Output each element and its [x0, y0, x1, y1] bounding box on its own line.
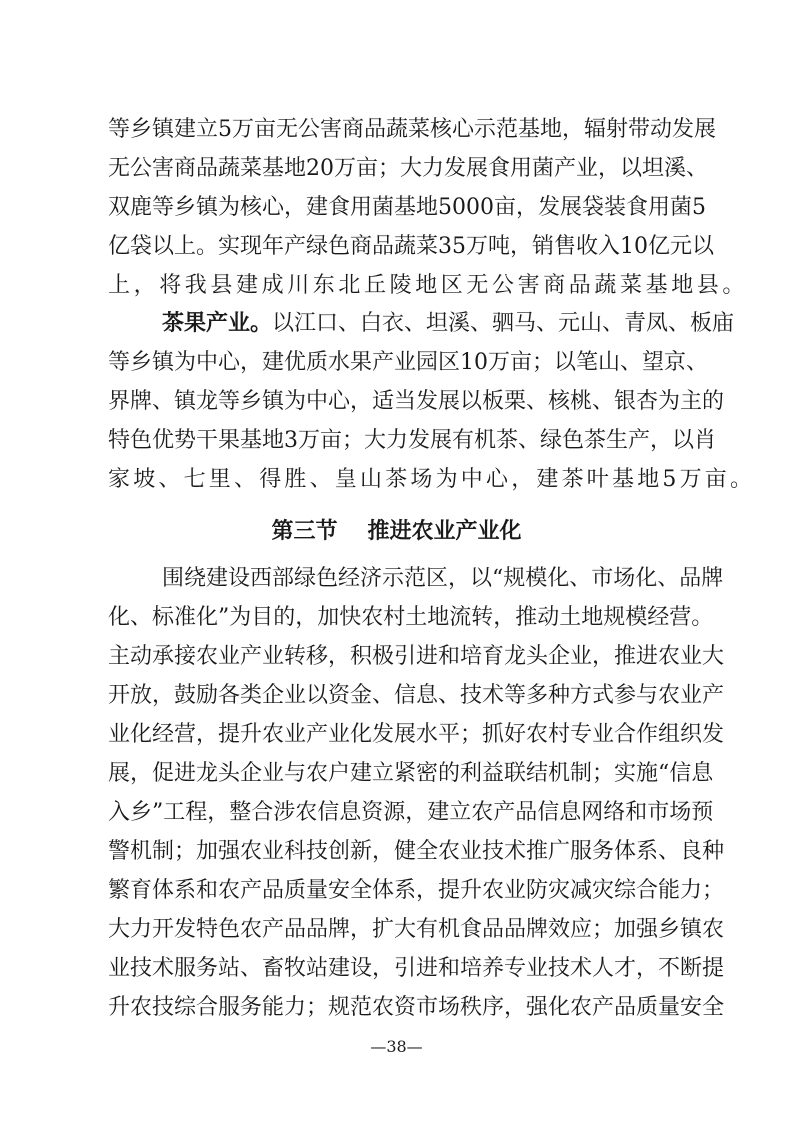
paragraph-line: 围绕建设西部绿色经济示范区，以“规模化、市场化、品牌 — [162, 566, 724, 591]
paragraph-line: 业化经营，提升农业产业化发展水平；抓好农村专业合作组织发 — [108, 722, 725, 747]
paragraph-line: 上，将我县建成川东北丘陵地区无公害商品蔬菜基地县。 — [108, 273, 749, 298]
paragraph-line: 亿袋以上。实现年产绿色商品蔬菜35万吨，销售收入10亿元以 — [108, 234, 714, 259]
paragraph-line: 升农技综合服务能力；规范农资市场秩序，强化农产品质量安全 — [108, 995, 725, 1020]
paragraph-line: 化、标准化”为目的，加快农村土地流转，推动土地规模经营。 — [108, 605, 714, 630]
paragraph-line: 界牌、镇龙等乡镇为中心，适当发展以板栗、核桃、银杏为主的 — [108, 389, 725, 414]
section-title: 推进农业产业化 — [367, 518, 522, 544]
paragraph-lead-heading: 茶果产业。 — [162, 310, 273, 336]
section-number: 第三节 — [271, 518, 338, 544]
paragraph-line: 家坡、七里、得胜、皇山茶场为中心，建茶叶基地5万亩。 — [108, 467, 756, 492]
paragraph-line: 等乡镇为中心，建优质水果产业园区10万亩；以笔山、望京、 — [108, 350, 708, 375]
paragraph-line: 大力开发特色农产品品牌，扩大有机食品品牌效应；加强乡镇农 — [108, 917, 725, 942]
paragraph-line: 特色优势干果基地3万亩；大力发展有机茶、绿色茶生产，以肖 — [108, 428, 716, 453]
paragraph-line: 繁育体系和农产品质量安全体系，提升农业防灾减灾综合能力； — [108, 878, 725, 903]
paragraph-first-line — [108, 304, 735, 343]
page-number: —38— — [370, 1037, 423, 1056]
paragraph-line: 开放，鼓励各类企业以资金、信息、技术等多种方式参与农业产 — [108, 683, 725, 708]
section-heading — [0, 512, 793, 551]
paragraph-line: 等乡镇建立5万亩无公害商品蔬菜核心示范基地，辐射带动发展 — [108, 117, 716, 142]
paragraph-line: 业技术服务站、畜牧站建设，引进和培养专业技术人才，不断提 — [108, 956, 725, 981]
paragraph-line: 展，促进龙头企业与农户建立紧密的利益联结机制；实施“信息 — [108, 761, 714, 786]
paragraph-text: 以江口、白衣、坦溪、驷马、元山、青凤、板庙 — [272, 311, 735, 336]
paragraph-line: 主动承接农业产业转移，积极引进和培育龙头企业，推进农业大 — [108, 644, 725, 669]
paragraph-line: 入乡”工程，整合涉农信息资源，建立农产品信息网络和市场预 — [108, 800, 714, 825]
paragraph-line: 双鹿等乡镇为核心，建食用菌基地5000亩，发展袋装食用菌5 — [108, 195, 706, 220]
paragraph-line: 警机制；加强农业科技创新，健全农业技术推广服务体系、良种 — [108, 839, 725, 864]
paragraph-line: 无公害商品蔬菜基地20万亩；大力发展食用菌产业，以坦溪、 — [108, 156, 708, 181]
